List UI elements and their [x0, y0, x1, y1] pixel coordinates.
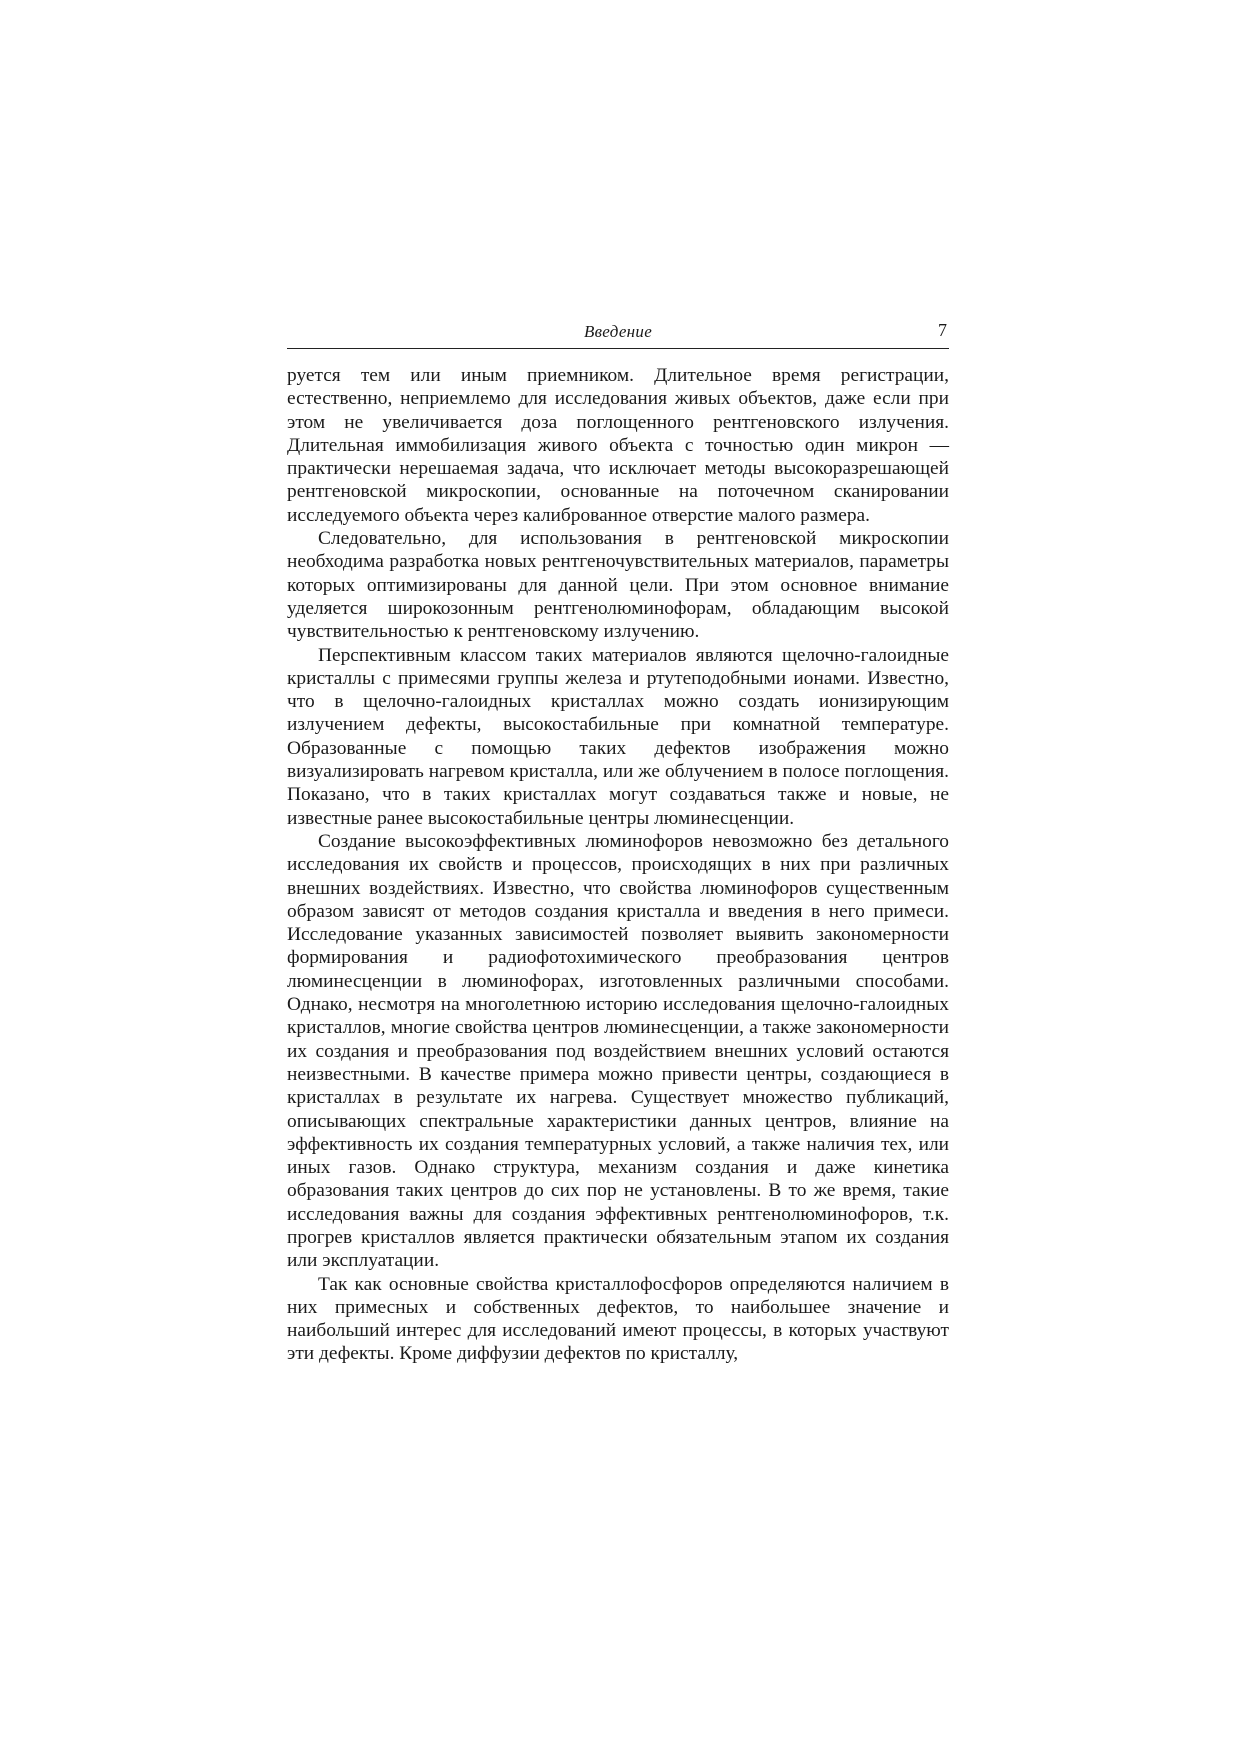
running-header	[287, 318, 949, 349]
paragraph: Перспективным классом таких материалов являются щелочно-галоидные кристаллы с примесями группы железа и ртутеподобными ионами. Известно, что в щелочно-галоидных кристаллах можно создать ионизирующим излучением дефекты, высокостабильные при комнатной температуре. Образованные с помощью таких дефектов изображения можно визуализировать нагревом кристалла, или же облучением в полосе поглощения. Показано, что в таких кристаллах могут создаваться также и новые, не известные ранее высокостабильные центры люминесценции.	[287, 644, 949, 829]
body-text	[287, 364, 949, 1366]
chapter-title: Введение	[583, 322, 653, 341]
paragraph-continued: руется тем или иным приемником. Длительное время регистрации, естественно, неприемлемо для исследования живых объектов, даже если при этом не увеличивается доза поглощенного рентгеновского излучения. Длительная иммобилизация живого объекта с точностью один микрон — практически нерешаемая задача, что исключает методы высокоразрешающей рентгеновской микроскопии, основанные на поточечном сканировании исследуемого объекта через калиброванное отверстие малого размера.	[287, 365, 949, 526]
page-number: 7	[938, 320, 947, 340]
paragraph: Так как основные свойства кристаллофосфоров определяются наличием в них примесных и собственных дефектов, то наибольшее значение и наибольший интерес для исследований имеют процессы, в которых участвуют эти дефекты. Кроме диффузии дефектов по кристаллу,	[287, 1273, 949, 1365]
paragraph: Следовательно, для использования в рентгеновской микроскопии необходима разработка новых рентгеночувствительных материалов, параметры которых оптимизированы для данной цели. При этом основное внимание уделяется широкозонным рентгенолюминофорам, обладающим высокой чувствительностью к рентгеновскому излучению.	[287, 528, 949, 643]
paragraph: Создание высокоэффективных люминофоров невозможно без детального исследования их свойств и процессов, происходящих в них при различных внешних воздействиях. Известно, что свойства люминофоров существенным образом зависят от методов создания кристалла и введения в него примеси. Исследование указанных зависимостей позволяет выявить закономерности формирования и радиофотохимического преобразования центров люминесценции в люминофорах, изготовленных различными способами. Однако, несмотря на многолетнюю историю исследования щелочно-галоидных кристаллов, многие свойства центров люминесценции, а также закономерности их создания и преобразования под воздействием внешних условий остаются неизвестными. В качестве примера можно привести центры, создающиеся в кристаллах в результате их нагрева. Существует множество публикаций, описывающих спектральные характеристики данных центров, влияние на эффективность их создания температурных условий, а также наличия тех, или иных газов. Однако структура, механизм создания и даже кинетика образования таких центров до сих пор не установлены. В то же время, такие исследования важны для создания эффективных рентгенолюминофоров, т.к. прогрев кристаллов является практически обязательным этапом их создания или эксплуатации.	[287, 830, 949, 1272]
